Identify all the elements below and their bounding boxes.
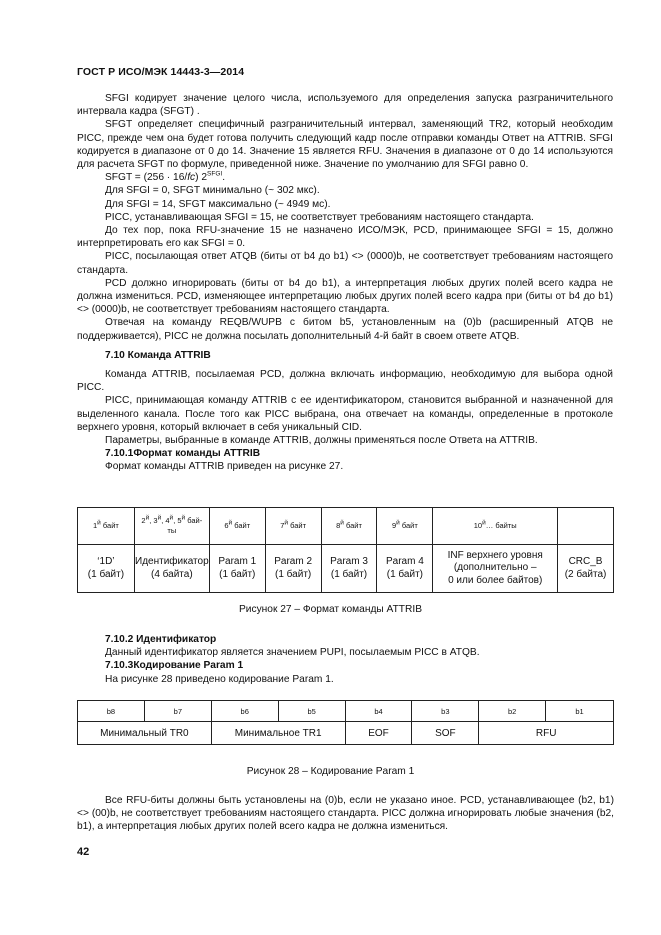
bit-b8: b8 <box>78 701 145 722</box>
header-byte-6: $6^й$ байт <box>209 508 265 545</box>
paragraph-sfgt: SFGT определяет специфичный разграничительный интервал, заменяющий TR2, который необходим PICC, прежде чем она будет готова получить следующий кадр после отправки команды Ответ на ATTRIB. SFGI кодируется в диапазоне от 0 до 14. Значение 15 является RFU. Значения в диапазоне от 0 до 14 используются для расчета SFGT по формуле, приведенной ниже. Значение по умолчанию для SFGI равно 0. <box>77 119 613 171</box>
field-rfu: RFU <box>479 722 614 745</box>
paragraph-reqb: Отвечая на команду REQB/WUPB с битом b5, установленным на (0)b (расширенный ATQB не поддерживается), PICC не должна посылать дополнительный 4-й байт в своем ответе ATQB. <box>77 317 613 342</box>
heading-7-10-3: 7.10.3Кодирование Param 1 <box>105 660 244 672</box>
cell-param1: Param 1 (1 байт) <box>209 545 265 593</box>
section-7-10-2 <box>77 633 613 686</box>
formula-sfgt: SFGT = (256 · 16/fc) $2^{SFGI}$. <box>105 170 226 184</box>
bit-b3: b3 <box>412 701 479 722</box>
field-min-tr1: Минимальное TR1 <box>211 722 345 745</box>
paragraph-identifier: Данный идентификатор является значением PUPI, посылаемым PICC в ATQB. <box>105 647 480 659</box>
paragraph-sfgi-min: Для SFGI = 0, SFGT минимально (~ 302 мкс). <box>105 185 320 197</box>
cell-inf: INF верхнего уровня (дополнительно – 0 или более байтов) <box>433 545 558 593</box>
paragraph-attrib-3: Параметры, выбранные в команде ATTRIB, должны применяться после Ответа на ATTRIB. <box>105 435 538 447</box>
heading-7-10: 7.10 Команда ATTRIB <box>105 349 211 361</box>
header-byte-8: $8^й$ байт <box>321 508 377 545</box>
paragraph-sfgi: SFGI кодирует значение целого числа, используемого для определения запуска разграничительного интервала кадра (SFGT) . <box>77 93 613 118</box>
field-min-tr0: Минимальный TR0 <box>78 722 212 745</box>
bit-b4: b4 <box>345 701 412 722</box>
paragraph-sfgi-max: Для SFGI = 14, SFGT максимально (~ 4949 мс). <box>105 198 331 210</box>
cell-param3: Param 3 (1 байт) <box>321 545 377 593</box>
paragraph-atqb-bits: PICC, посылающая ответ ATQB (биты от b4 до b1) <> (0000)b, не соответствует требованиям настоящего стандарта. <box>77 251 613 276</box>
field-eof: EOF <box>345 722 412 745</box>
paragraph-fig28-ref: На рисунке 28 приведено кодирование Param 1. <box>105 673 334 685</box>
header-byte-7: $7^й$ байт <box>265 508 321 545</box>
header-empty <box>558 508 614 545</box>
document-body <box>77 92 613 474</box>
page-header: ГОСТ Р ИСО/МЭК 14443-3—2014 <box>77 66 245 78</box>
cell-1d: ‘1D’ (1 байт) <box>78 545 135 593</box>
bit-b6: b6 <box>211 701 278 722</box>
final-paragraph <box>77 794 614 834</box>
paragraph-rfu-15: До тех пор, пока RFU-значение 15 не назначено ИСО/МЭК, PCD, принимающее SFGI = 15, должно интерпретировать его как SFGI = 0. <box>77 225 613 250</box>
cell-param2: Param 2 (1 байт) <box>265 545 321 593</box>
figure-28-caption: Рисунок 28 – Кодирование Param 1 <box>246 766 415 777</box>
field-sof: SOF <box>412 722 479 745</box>
header-bytes-2-5: $2^й$, $3^й$, $4^й$, $5^й$ бай- ты <box>134 508 209 545</box>
cell-identifier: Идентификатор (4 байта) <box>134 545 209 593</box>
bit-b1: b1 <box>546 701 614 722</box>
paragraph-attrib-2: PICC, принимающая команду ATTRIB с ее идентификатором, становится выбранной и назначенной для выделенного канала. После того как PICC выбрана, она отвечает на команды, определенные в протоколе верхнего уровня, который включает в себя уникальный CID. <box>77 395 613 433</box>
heading-7-10-1: 7.10.1Формат команды ATTRIB <box>105 448 261 460</box>
paragraph-fig27-ref: Формат команды ATTRIB приведен на рисунке 27. <box>105 461 344 473</box>
param1-coding-table <box>77 700 614 745</box>
bit-b5: b5 <box>278 701 345 722</box>
header-byte-10: $10^й\dots$ байты <box>433 508 558 545</box>
attrib-format-table <box>77 507 614 593</box>
page-number: 42 <box>77 846 90 858</box>
header-byte-1: $1^й$ байт <box>78 508 135 545</box>
heading-7-10-2: 7.10.2 Идентификатор <box>105 634 217 645</box>
paragraph-pcd-ignore: PCD должно игнорировать (биты от b4 до b1), а интерпретация любых других полей всего кадра не должна измениться. PCD, изменяющее интерпретацию любых других полей всего кадра при (биты от b4 до b1) <> (0000)b, не соответствует требованиям настоящего стандарта. <box>77 277 613 316</box>
cell-crc: CRC_B (2 байта) <box>558 545 614 593</box>
paragraph-sfgi-15: PICC, устанавливающая SFGI = 15, не соответствует требованиям настоящего стандарта. <box>105 211 534 223</box>
paragraph-rfu-bits: Все RFU-биты должны быть установлены на (0)b, если не указано иное. PCD, устанавливающее (b2, b1) <> (00)b, не соответствует требованиям настоящего стандарта. PICC должна игнорировать любые значения (b2, b1), а интерпретация любых других полей всего кадра не должна измениться. <box>77 795 614 833</box>
paragraph-attrib-1: Команда ATTRIB, посылаемая PCD, должна включать информацию, необходимую для выбора одной PICC. <box>77 369 613 394</box>
header-byte-9: $9^й$ байт <box>377 508 433 545</box>
cell-param4: Param 4 (1 байт) <box>377 545 433 593</box>
bit-b7: b7 <box>144 701 211 722</box>
bit-b2: b2 <box>479 701 546 722</box>
figure-27-caption: Рисунок 27 – Формат команды ATTRIB <box>238 604 423 615</box>
